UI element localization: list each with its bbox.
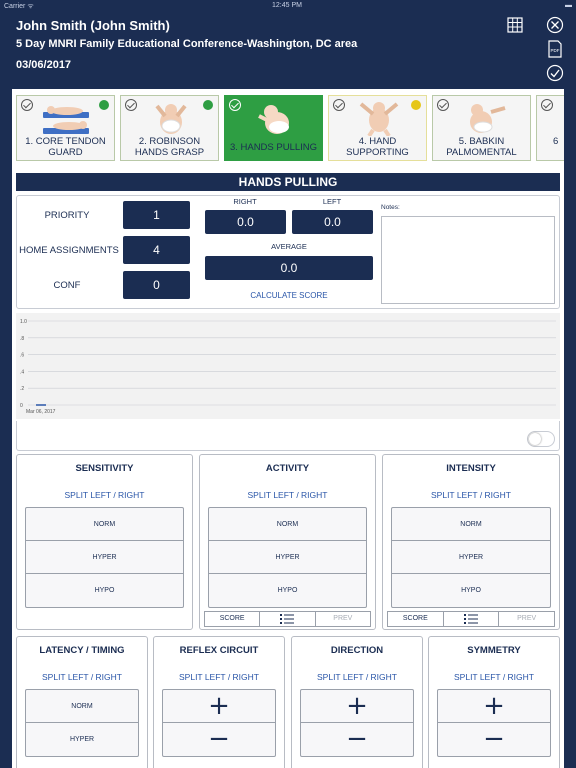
reflex-circuit-group xyxy=(153,636,285,768)
option-hyper[interactable]: HYPER xyxy=(392,541,550,574)
split-left-right-link[interactable]: SPLIT LEFT / RIGHT xyxy=(454,672,534,682)
option-list xyxy=(391,507,551,608)
plus-minus-control xyxy=(437,689,551,757)
latency-timing-group xyxy=(16,636,148,768)
plus-button[interactable]: + xyxy=(163,690,275,723)
reflex-card-6[interactable] xyxy=(536,95,564,161)
option-hyper[interactable]: HYPER xyxy=(69,736,95,743)
split-left-right-link[interactable]: SPLIT LEFT / RIGHT xyxy=(42,672,122,682)
clock: 12:45 PM xyxy=(272,2,302,9)
prev-button[interactable]: PREV xyxy=(517,615,537,622)
reflex-card-5[interactable] xyxy=(432,95,531,161)
score-bar xyxy=(204,611,371,627)
conf-field[interactable]: 0 xyxy=(123,271,190,299)
list-icon[interactable] xyxy=(444,612,500,626)
minus-button[interactable]: − xyxy=(208,724,230,754)
baby-illustration-icon xyxy=(455,102,511,136)
score-button[interactable]: SCORE xyxy=(388,612,444,626)
option-list xyxy=(25,689,139,757)
score-button[interactable]: SCORE xyxy=(205,612,260,626)
plus-minus-control xyxy=(162,689,276,757)
right-label: RIGHT xyxy=(233,197,257,206)
main-panel xyxy=(12,89,564,768)
status-bar xyxy=(0,0,576,12)
reflex-card-label: 5. BABKIN PALMOMENTAL xyxy=(446,136,517,158)
chart-x-tick-label: Mar 06, 2017 xyxy=(26,409,56,415)
home-assignments-field[interactable]: 4 xyxy=(123,236,190,264)
score-panel xyxy=(16,195,560,309)
status-dot xyxy=(203,100,213,110)
carrier-label: Carrier ᯤ xyxy=(4,3,34,10)
option-norm[interactable]: NORM xyxy=(209,508,366,541)
plus-minus-control xyxy=(300,689,414,757)
average-score-field: 0.0 xyxy=(205,256,373,280)
split-left-right-link[interactable]: SPLIT LEFT / RIGHT xyxy=(179,672,259,682)
check-icon xyxy=(541,99,553,111)
reflex-card-label: 6 xyxy=(553,136,559,147)
session-date: 03/06/2017 xyxy=(16,59,72,71)
pdf-icon-label: PDF xyxy=(550,48,560,53)
priority-label: PRIORITY xyxy=(44,210,90,221)
plus-button[interactable]: + xyxy=(301,690,413,723)
chart-y-tick-label: .8 xyxy=(20,335,25,342)
baby-illustration-icon xyxy=(39,102,95,136)
reflex-card-3[interactable] xyxy=(224,95,323,161)
group-title: DIRECTION xyxy=(330,645,384,656)
option-hyper[interactable]: HYPER xyxy=(209,541,366,574)
check-icon xyxy=(437,99,449,111)
grid-icon[interactable] xyxy=(506,16,524,34)
chart-y-tick-label: 1.0 xyxy=(20,319,27,325)
score-history-chart xyxy=(16,313,560,419)
option-hyper[interactable]: HYPER xyxy=(26,541,183,574)
split-left-right-link[interactable]: SPLIT LEFT / RIGHT xyxy=(64,490,145,500)
group-title: REFLEX CIRCUIT xyxy=(179,645,259,656)
conference-title: 5 Day MNRI Family Educational Conference-Washington, DC area xyxy=(16,38,358,50)
split-left-right-link[interactable]: SPLIT LEFT / RIGHT xyxy=(247,490,328,500)
left-score-field[interactable]: 0.0 xyxy=(292,210,373,234)
split-toggle[interactable] xyxy=(527,431,555,447)
reflex-card-label: 4. HAND SUPPORTING xyxy=(346,136,409,158)
chart-y-tick-label: 0 xyxy=(20,403,23,409)
notes-label: Notes: xyxy=(381,204,400,211)
reflex-card-1[interactable] xyxy=(16,95,115,161)
reflex-card-4[interactable] xyxy=(328,95,427,161)
group-title: INTENSITY xyxy=(446,463,496,474)
direction-group xyxy=(291,636,423,768)
activity-group xyxy=(199,454,376,630)
reflex-card-label: 3. HANDS PULLING xyxy=(229,142,318,153)
intensity-group xyxy=(382,454,560,630)
split-toggle-row xyxy=(16,421,560,451)
toggle-knob xyxy=(529,433,541,445)
home-assignments-label: HOME ASSIGNMENTS xyxy=(19,245,119,256)
average-label: AVERAGE xyxy=(271,242,307,251)
right-score-field[interactable]: 0.0 xyxy=(205,210,286,234)
pdf-icon[interactable] xyxy=(546,40,564,58)
option-list xyxy=(25,507,184,608)
sensitivity-group xyxy=(16,454,193,630)
baby-illustration-icon xyxy=(143,102,199,136)
chart-y-tick-label: .6 xyxy=(20,352,25,359)
option-norm[interactable]: NORM xyxy=(26,508,183,541)
battery-icon: ▬ xyxy=(565,2,572,9)
chart-y-tick-label: .2 xyxy=(20,386,25,393)
left-label: LEFT xyxy=(322,197,342,206)
status-dot xyxy=(99,100,109,110)
split-left-right-link[interactable]: SPLIT LEFT / RIGHT xyxy=(317,672,397,682)
reflex-card-2[interactable] xyxy=(120,95,219,161)
notes-textarea[interactable] xyxy=(381,216,555,304)
option-hypo[interactable]: HYPO xyxy=(461,587,481,594)
minus-button[interactable]: − xyxy=(346,724,368,754)
group-title: ACTIVITY xyxy=(265,463,310,474)
calculate-score-button[interactable]: CALCULATE SCORE xyxy=(250,291,328,300)
check-icon xyxy=(333,99,345,111)
option-hypo[interactable]: HYPO xyxy=(277,587,298,594)
check-icon xyxy=(125,99,137,111)
group-title: LATENCY / TIMING xyxy=(39,645,125,656)
priority-field[interactable]: 1 xyxy=(123,201,190,229)
baby-illustration-icon xyxy=(351,102,407,136)
section-title: HANDS PULLING xyxy=(16,173,560,191)
option-list xyxy=(208,507,367,608)
group-title: SENSITIVITY xyxy=(75,463,134,474)
reflex-card-label: 2. ROBINSON HANDS GRASP xyxy=(134,136,205,158)
conf-label: CONF xyxy=(53,280,81,291)
plus-button[interactable]: + xyxy=(438,690,550,723)
option-norm[interactable]: NORM xyxy=(392,508,550,541)
check-icon xyxy=(229,99,241,111)
minus-button[interactable]: − xyxy=(483,724,505,754)
status-dot xyxy=(411,100,421,110)
patient-name: John Smith (John Smith) xyxy=(16,18,170,33)
list-icon[interactable] xyxy=(260,612,315,626)
check-icon xyxy=(21,99,33,111)
group-title: SYMMETRY xyxy=(467,645,521,656)
score-bar xyxy=(387,611,555,627)
chart-y-tick-label: .4 xyxy=(20,369,25,376)
split-left-right-link[interactable]: SPLIT LEFT / RIGHT xyxy=(431,490,511,500)
check-circle-icon[interactable] xyxy=(546,64,564,82)
option-norm[interactable]: NORM xyxy=(26,690,138,723)
symmetry-group xyxy=(428,636,560,768)
prev-button[interactable]: PREV xyxy=(333,615,353,622)
option-hypo[interactable]: HYPO xyxy=(94,587,115,594)
close-icon[interactable] xyxy=(546,16,564,34)
baby-illustration-icon xyxy=(247,102,303,136)
reflex-card-label: 1. CORE TENDON GUARD xyxy=(25,136,106,158)
